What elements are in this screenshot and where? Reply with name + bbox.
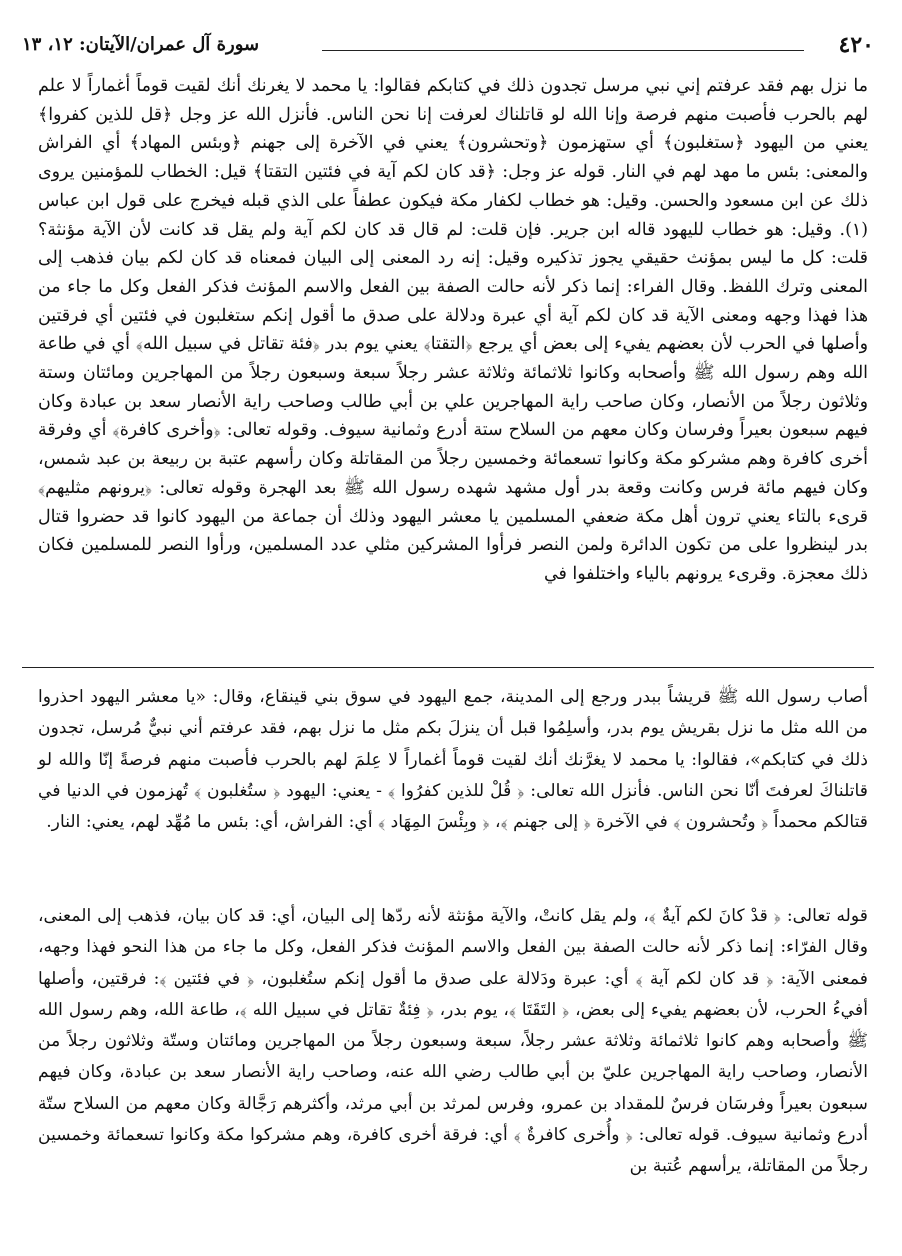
running-title: سورة آل عمران/الآيتان: ١٢، ١٣	[22, 34, 260, 55]
footnote-divider	[22, 667, 874, 668]
header-rule	[322, 50, 804, 51]
footnote-paragraph-1: أصاب رسول الله ﷺ قريشاً ببدر ورجع إلى المدينة، جمع اليهود في سوق بني قينقاع، وقال: «يا معشر اليهود احذروا من الله مثل ما نزل بقريش يوم بدر، وأسلِمُوا قبل أن ينزلَ بكم مثل ما نزل بهم، فقد عرفتم أني نبيٌّ مُرسل، تجدون ذلك في كتابكم»، فقالوا: يا محمد لا يغرَّنك أنك لقيت قوماً أغماراً لا عِلمَ لهم بالحرب فأصبت منهم فرصةً إنّا والله لو قاتلناكَ لعرفتَ أنّا نحن الناس. فأنزل الله تعالى: ﴿ قُلْ للذين كفرُوا ﴾ - يعني: اليهود ﴿ ستُغلبون ﴾ تُهزمون في الدنيا في قتالكم محمداً ﴿ وتُحشرون ﴾ في الآخرة ﴿ إلى جهنم ﴾، ﴿ وبِئْسَ المِهَاد ﴾ أي: الفراش، أي: بئس ما مُهِّد لهم، يعني: النار.	[38, 687, 868, 833]
footnote-paragraph-2: قوله تعالى: ﴿ قدْ كانَ لكم آيةٌ ﴾، ولم يقل كانتْ، والآية مؤنثة لأنه ردّها إلى البيان، أي: قد كان بيان، فذهب إلى المعنى، وقال الفرّاء: إنما ذكر لأنه حالت الصفة بين الفعل والاسم المؤنث فذكر الفعل، وكل ما جاء من هذا النحو فهذا وجهه، فمعنى الآية: ﴿ قد كان لكم آية ﴾ أي: عبرة ودَلالة على صدق ما أقول إنكم ستُغلبون، ﴿ في فئتين ﴾: فرقتين، وأصلها أفيءُ الحرب، لأن بعضهم يفيء إلى بعض، ﴿ التَقَتَا ﴾، يوم بدر، ﴿ فِئةٌ تقاتل في سبيل الله ﴾، طاعة الله، وهم رسول الله ﷺ وأصحابه وهم كانوا ثلاثمائة وثلاثة عشر رجلاً، سبعة وسبعون رجلاً من المهاجرين ومائتان وستّة وثلاثون رجلاً من الأنصار، وصاحب راية المهاجرين عليّ بن أبي طالب رضي الله عنه، وصاحب راية الأنصار سعد بن عبادة، وكان فيهم سبعون بعيراً وفرسَان فرسٌ للمقداد بن عمرو، وفرس لمرثد بن أبي مرثد، وأكثرهم رَجَّالة وكان معهم من السلاح ستّة أدرع وثمانية سيوف. قوله تعالى: ﴿ وأُخرى كافرةٌ ﴾ أي: فرقة أخرى كافرة، وهم مشركوا مكة وكانوا تسعمائة وخمسين رجلاً من المقاتلة، يرأسهم عُتبة بن	[38, 906, 868, 1177]
page-number: ٤٢٠	[838, 32, 874, 58]
main-commentary-text: ما نزل بهم فقد عرفتم إني نبي مرسل تجدون ذلك في كتابكم فقالوا: يا محمد لا يغرنك أنك لقيت قوماً أغماراً لا علم لهم بالحرب فأصبت منهم فرصة وإنا الله لو قاتلناك لعرفت إنا نحن الناس. فأنزل الله عز وجل ﴿قل للذين كفروا﴾ يعني من اليهود ﴿ستغلبون﴾ أي ستهزمون ﴿وتحشرون﴾ يعني في الآخرة إلى جهنم ﴿وبئس المهاد﴾ أي الفراش والمعنى: بئس ما مهد لهم في النار. قوله عز وجل: ﴿قد كان لكم آية في فئتين التقتا﴾ قيل: الخطاب للمؤمنين يروى ذلك عن ابن مسعود والحسن. وقيل: هو خطاب لكفار مكة فيكون عطفاً على الذي قبله فيخرج على قول ابن عباس (١). وقيل: هو خطاب لليهود قاله ابن جرير. فإن قلت: لم قال قد كان لكم آية ولم يقل قد كانت لأن الآية مؤنثة؟ قلت: كل ما ليس بمؤنث حقيقي يجوز تذكيره وقيل: إنه رد المعنى إلى البيان فمعناه قد كان لكم بيان فذهب إلى المعنى وترك اللفظ. وقال الفراء: إنما ذكر لأنه حالت الصفة بين الفعل والاسم المؤنث فذكر الفعل وكل ما جاء من هذا فهذا وجهه ومعنى الآية قد كان لكم آية أي عبرة ودلالة على صدق ما أقول إنكم ستغلبون في فئتين أي فرقتين وأصلها في الحرب لأن بعضهم يفيء إلى بعض أي يرجع ﴿التقتا﴾ يعني يوم بدر ﴿فئة تقاتل في سبيل الله﴾ أي في طاعة الله وهم رسول الله ﷺ وأصحابه وكانوا ثلاثمائة وثلاثة عشر رجلاً سبعة وسبعون رجلاً من المهاجرين ومائتان وستة وثلاثون رجلاً من الأنصار، وكان صاحب راية المهاجرين علي بن أبي طالب وصاحب راية الأنصار سعد بن عبادة وكان فيهم سبعون بعيراً وفرسان وكان معهم من السلاح ستة أدرع وثمانية سيوف. وقوله تعالى: ﴿وأخرى كافرة﴾ أي وفرقة أخرى كافرة وهم مشركو مكة وكانوا تسعمائة وخمسين رجلاً من المقاتلة وكان رأسهم عتبة بن ربيعة بن عبد شمس، وكان فيهم مائة فرس وكانت وقعة بدر أول مشهد شهده رسول الله ﷺ بعد الهجرة وقوله تعالى: ﴿يرونهم مثليهم﴾ قرىء بالتاء يعني ترون أهل مكة ضعفي المسلمين يا معشر اليهود وذلك أن جماعة من اليهود كانوا قد حضروا قتال بدر لينظروا على من تكون الدائرة ولمن النصر فرأوا المشركين مثلي عدد المسلمين، ورأوا النصر للمسلمين فكان ذلك معجزة. وقرىء يرونهم بالياء واختلفوا في	[38, 76, 868, 584]
page-header	[22, 30, 874, 60]
